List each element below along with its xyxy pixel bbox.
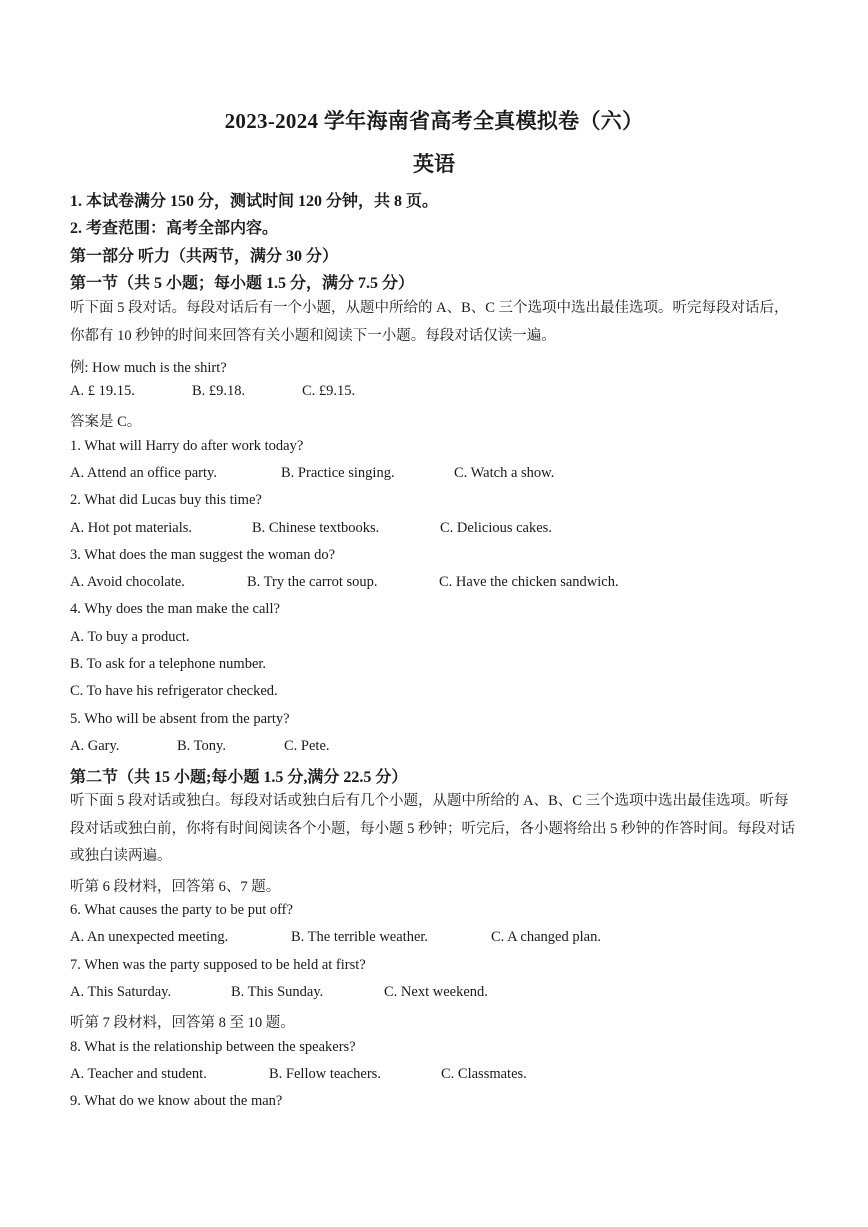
material-6-note: 听第 6 段材料，回答第 6、7 题。 [70,879,281,895]
q6-option-a: A. An unexpected meeting. [70,929,229,945]
q2-option-b: B. Chinese textbooks. [252,520,380,536]
q5-option-a: A. Gary. [70,738,120,754]
q5-option-b: B. Tony. [177,738,226,754]
q6-option-b: B. The terrible weather. [291,929,429,945]
section1-heading: 第一节（共 5 小题；每小题 1.5 分，满分 7.5 分） [70,275,415,292]
material-7-note: 听第 7 段材料，回答第 8 至 10 题。 [70,1015,295,1031]
q5-option-c: C. Pete. [284,738,330,754]
q1-option-c: C. Watch a show. [454,465,555,481]
q8-option-c: C. Classmates. [441,1066,527,1082]
question-9: 9. What do we know about the man? [70,1093,283,1109]
q2-option-c: C. Delicious cakes. [440,520,552,536]
q3-option-b: B. Try the carrot soup. [247,574,378,590]
q4-option-b: B. To ask for a telephone number. [70,656,267,672]
section2-heading: 第二节（共 15 小题;每小题 1.5 分,满分 22.5 分） [70,769,408,786]
question-4: 4. Why does the man make the call? [70,601,280,617]
part1-heading: 第一部分 听力（共两节，满分 30 分） [70,248,339,265]
q8-option-b: B. Fellow teachers. [269,1066,381,1082]
q1-option-b: B. Practice singing. [281,465,395,481]
q2-option-a: A. Hot pot materials. [70,520,193,536]
section2-instructions: 听下面 5 段对话或独白。每段对话或独白后有几个小题，从题中所给的 A、B、C 三个选项中选出最佳选项。听每段对话或独白前，你将有时间阅读各个小题，每小题 5 秒钟；听完后，各小题将给出 5 秒钟的作答时间。每段对话或独白读两遍。 [70,793,795,864]
question-2: 2. What did Lucas buy this time? [70,492,262,508]
q3-option-a: A. Avoid chocolate. [70,574,185,590]
subject-title: 英语 [413,152,455,176]
question-3: 3. What does the man suggest the woman do? [70,547,336,563]
question-5: 5. Who will be absent from the party? [70,711,290,727]
example-question: 例: How much is the shirt? [70,360,227,376]
q1-option-a: A. Attend an office party. [70,465,217,481]
q3-option-c: C. Have the chicken sandwich. [439,574,619,590]
note-2: 2. 考查范围：高考全部内容。 [70,220,279,237]
q7-option-c: C. Next weekend. [384,984,488,1000]
q4-option-c: C. To have his refrigerator checked. [70,683,278,699]
q8-option-a: A. Teacher and student. [70,1066,207,1082]
example-option-c: C. £9.15. [302,383,356,399]
question-8: 8. What is the relationship between the speakers? [70,1039,356,1055]
question-6: 6. What causes the party to be put off? [70,902,293,918]
section1-instructions: 听下面 5 段对话。每段对话后有一个小题，从题中所给的 A、B、C 三个选项中选出最佳选项。听完每段对话后，你都有 10 秒钟的时间来回答有关小题和阅读下一小题。每段对话仅读一遍。 [70,300,789,344]
example-option-a: A. £ 19.15. [70,383,135,399]
exam-title: 2023-2024 学年海南省高考全真模拟卷（六） [224,109,644,133]
q4-option-a: A. To buy a product. [70,629,190,645]
question-1: 1. What will Harry do after work today? [70,438,304,454]
example-option-b: B. £9.18. [192,383,246,399]
question-7: 7. When was the party supposed to be held at first? [70,957,366,973]
example-answer: 答案是 C。 [70,414,142,430]
q6-option-c: C. A changed plan. [491,929,601,945]
note-1: 1. 本试卷满分 150 分，测试时间 120 分钟，共 8 页。 [70,193,439,210]
q7-option-a: A. This Saturday. [70,984,172,1000]
q7-option-b: B. This Sunday. [231,984,324,1000]
